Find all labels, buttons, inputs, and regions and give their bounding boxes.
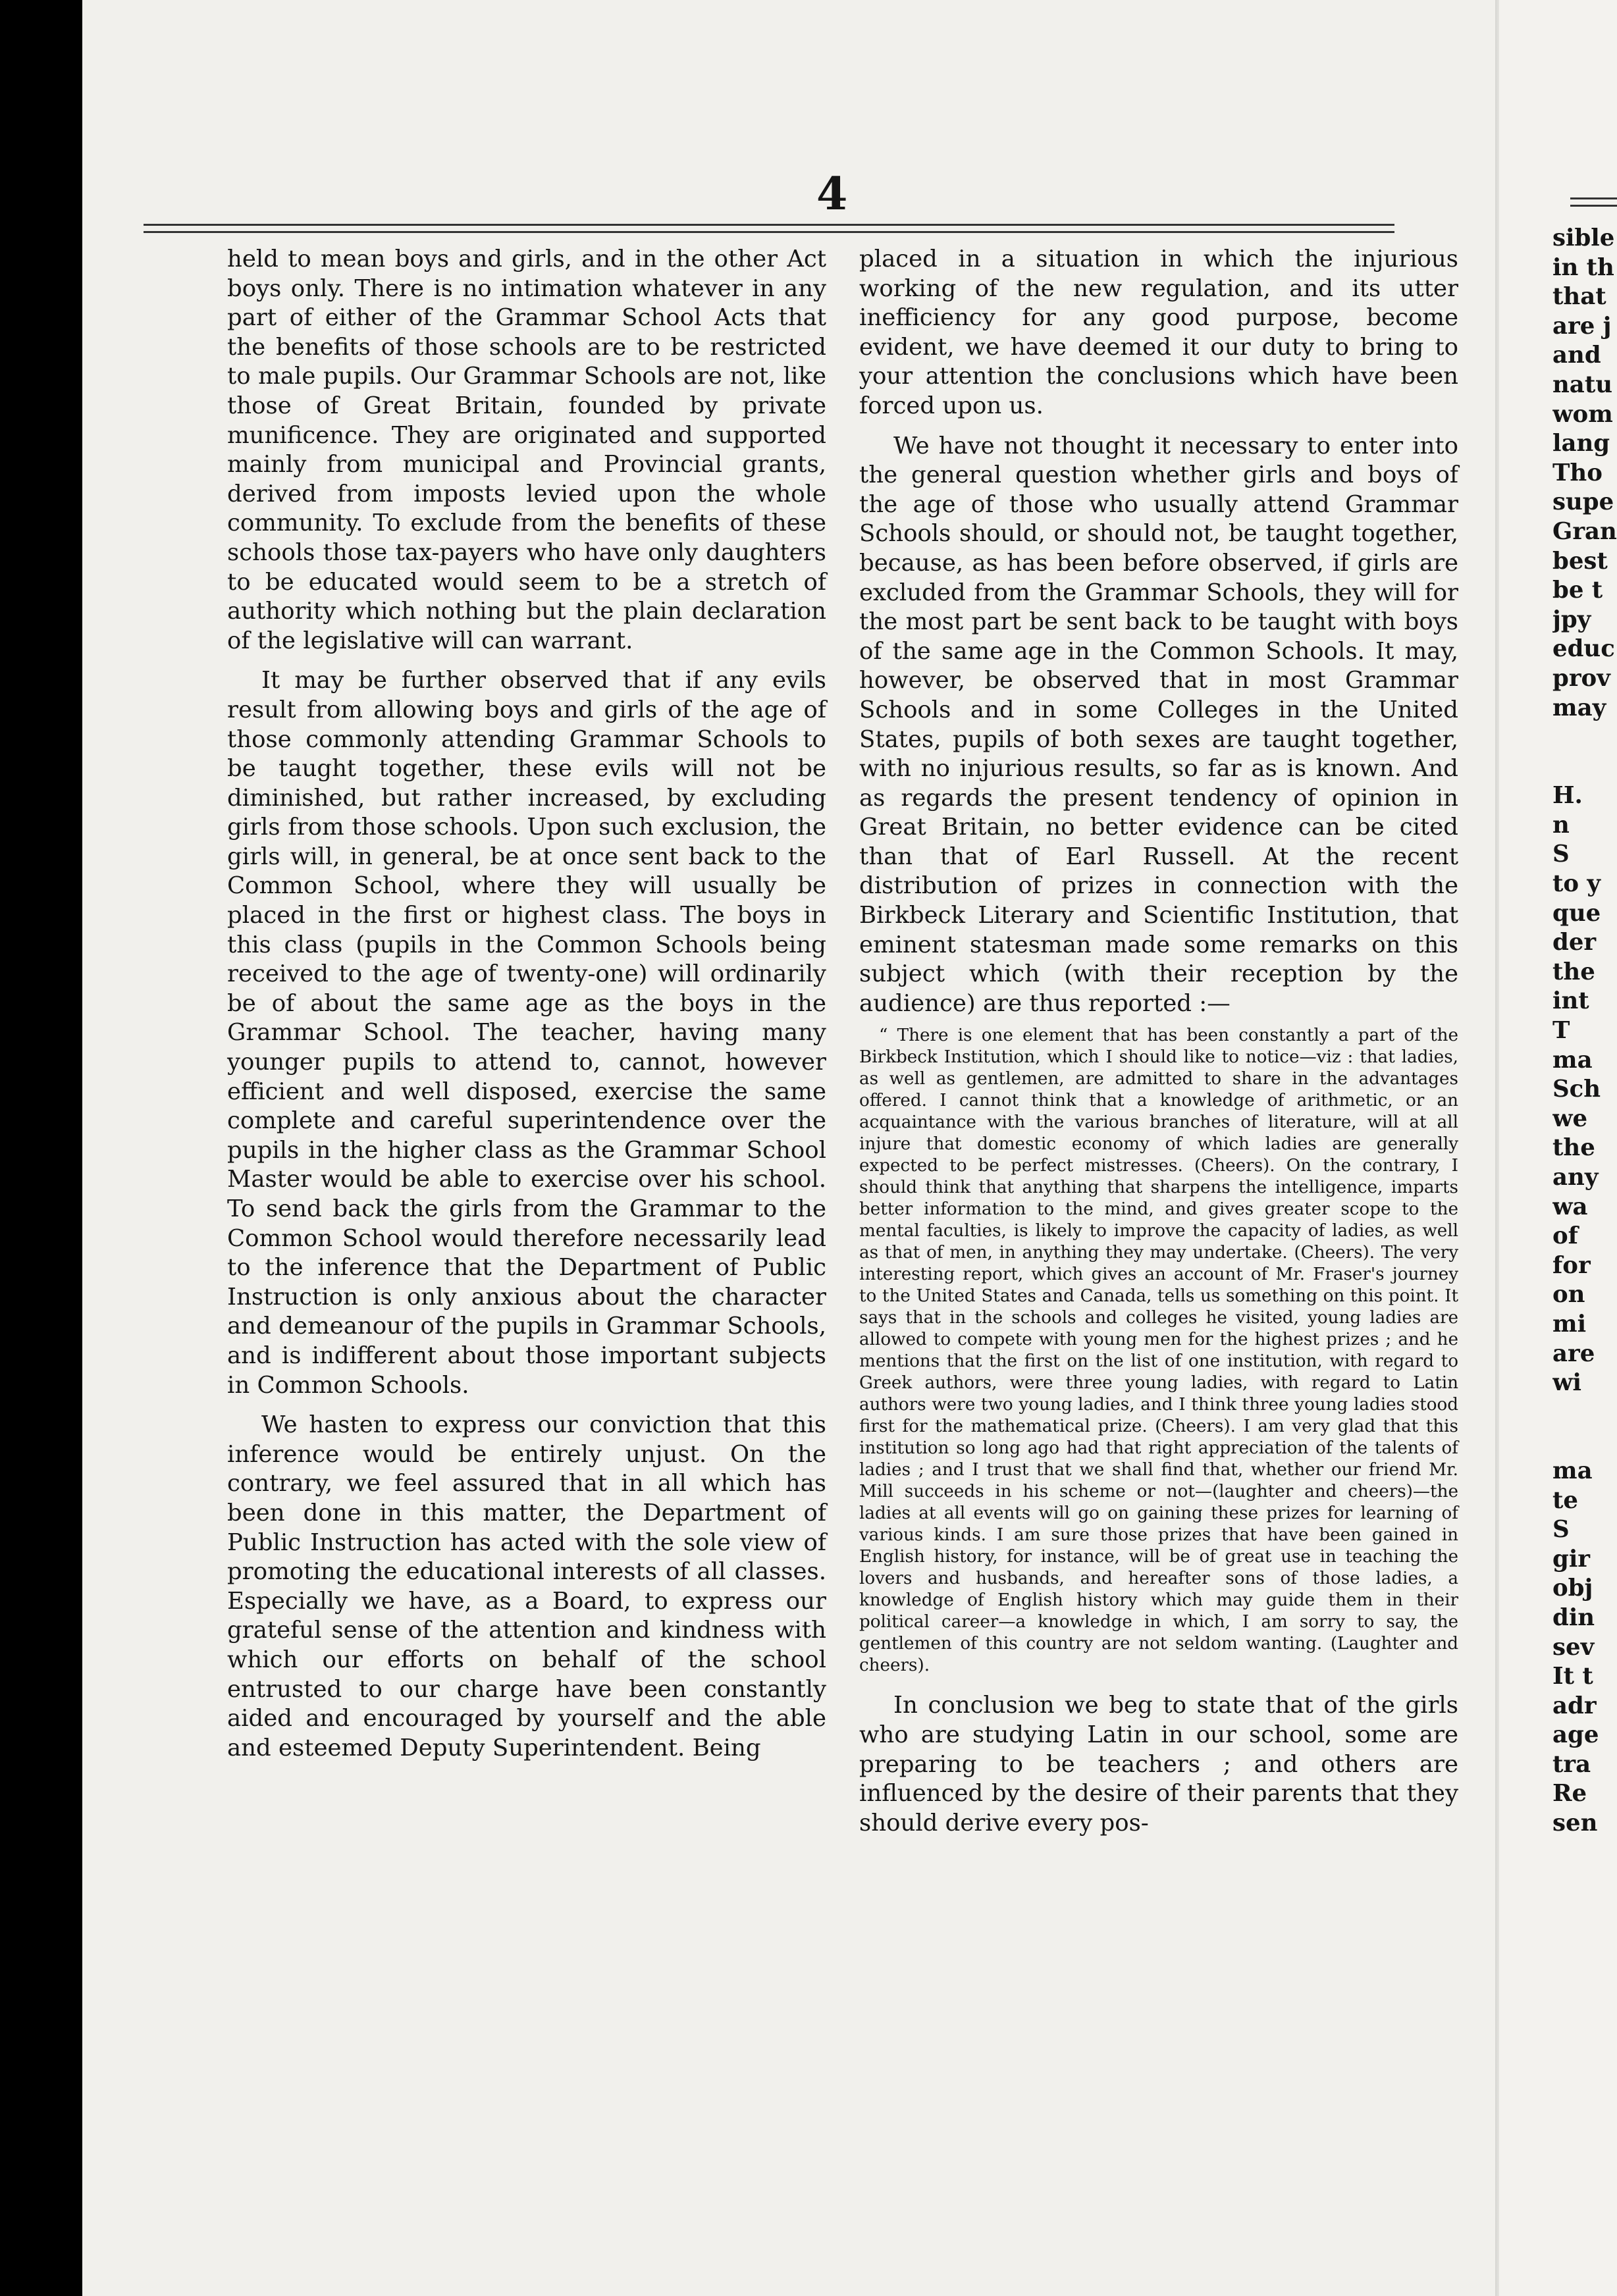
adjacent-page-fragment: ma bbox=[1552, 1457, 1593, 1484]
adjacent-page-fragment: ma bbox=[1552, 1046, 1593, 1074]
adjacent-page-fragment: supe bbox=[1552, 488, 1614, 516]
adjacent-page-fragment: wa bbox=[1552, 1193, 1588, 1220]
left-paragraph-2: It may be further observed that if any evils result from allowing boys and girls of the age of those commonly attending Grammar Schools to be taught together, these evils will not be diminished, but rather increased, by excluding girls from those schools. Upon such exclusion, the girls will, in general, be at once sent back to the Common School, where they will usually be placed in the first or highest class. The boys in this class (pupils in the Common Schools being received to the age of twenty-one) will ordinarily be of about the same age as the boys in the Grammar School. The teacher, having many younger pupils to attend to, cannot, however efficient and well disposed, exercise the same complete and careful superintendence over the pupils in the higher class as the Grammar School Master would be able to exercise over his school. To send back the girls from the Grammar to the Common School would therefore necessarily lead to the inference that the Department of Public Instruction is only anxious about the character and demeanour of the pupils in Grammar Schools, and is indifferent about those important subjects in Common Schools. bbox=[227, 667, 826, 1399]
left-paragraph-3: We hasten to express our conviction that this inference would be entirely unjust. On the contrary, we feel assured that in all which has been done in this matter, the Department of Public Instruction has acted with the sole view of promoting the educational interests of all classes. Especially we have, as a Board, to express our grateful sense of the attention and kindness with which our efforts on behalf of the school entrusted to our charge have been constantly aided and encouraged by yourself and the able and esteemed Deputy Superintendent. Being bbox=[227, 1411, 826, 1761]
adjacent-page-fragment bbox=[1552, 1398, 1617, 1428]
adjacent-page-fragment: that bbox=[1552, 283, 1606, 311]
adjacent-page-fragment: sen bbox=[1552, 1810, 1598, 1837]
adjacent-page-fragment: tra bbox=[1552, 1750, 1591, 1778]
adjacent-page-fragment: for bbox=[1552, 1251, 1591, 1279]
adjacent-page-fragment: It t bbox=[1552, 1663, 1593, 1690]
adjacent-page-fragment: Re bbox=[1552, 1780, 1587, 1808]
adjacent-page-fragment: Sch bbox=[1552, 1076, 1601, 1103]
adjacent-page-fragment: H. bbox=[1552, 782, 1583, 810]
left-paragraph-1: held to mean boys and girls, and in the other Act boys only. There is no intimation whatever in any part of either of the Grammar School Acts that the benefits of those schools are to be restricted to male pupils. Our Grammar Schools are not, like those of Great Britain, founded by private munificence. They are originated and supported mainly from municipal and Provincial grants, derived from imposts levied upon the whole community. To exclude from the benefits of these schools those tax-payers who have only daughters to be educated would seem to be a stretch of authority which nothing but the plain declaration of the legislative will can warrant. bbox=[227, 246, 826, 654]
right-paragraph-3: In conclusion we beg to state that of the girls who are studying Latin in our school, some are preparing to be teachers ; and others are influenced by the desire of their parents that they should derive every pos- bbox=[859, 1692, 1458, 1837]
adjacent-page-fragment: lang bbox=[1552, 430, 1610, 457]
adjacent-page-fragment: in th bbox=[1552, 253, 1614, 281]
page-number: 4 bbox=[816, 168, 848, 221]
adjacent-page-fragment: sible bbox=[1552, 224, 1615, 251]
right-column bbox=[859, 245, 1458, 1838]
adjacent-page-fragment: n bbox=[1552, 811, 1570, 839]
adjacent-page-fragment: mi bbox=[1552, 1310, 1587, 1338]
adjacent-page-fragment: natu bbox=[1552, 371, 1613, 398]
adjacent-page-fragment bbox=[1552, 752, 1617, 782]
adjacent-page-fragment: we bbox=[1552, 1105, 1588, 1132]
adjacent-page-rule bbox=[1570, 197, 1617, 207]
adjacent-page-fragment: age bbox=[1552, 1721, 1599, 1749]
adjacent-page-fragment: be t bbox=[1552, 577, 1603, 604]
adjacent-page-fragment: to y bbox=[1552, 870, 1601, 898]
adjacent-page-fragment: Tho bbox=[1552, 459, 1603, 486]
adjacent-page-fragment: sev bbox=[1552, 1633, 1595, 1661]
adjacent-page-fragment: the bbox=[1552, 958, 1595, 985]
adjacent-page-fragment: que bbox=[1552, 899, 1601, 927]
adjacent-page-fragment: T bbox=[1552, 1017, 1570, 1045]
adjacent-page-fragment: obj bbox=[1552, 1575, 1593, 1602]
adjacent-page-fragment: best bbox=[1552, 547, 1608, 575]
adjacent-page-fragment: Gran bbox=[1552, 517, 1617, 545]
adjacent-page-fragment: te bbox=[1552, 1486, 1578, 1514]
left-column bbox=[227, 245, 826, 1763]
right-paragraph-2: We have not thought it necessary to enter into the general question whether girls and boys of the age of those who usually attend Grammar Schools should, or should not, be taught together, because, as has been before observed, if girls are excluded from the Grammar Schools, they will for the most part be sent back to be taught with boys of the same age in the Common Schools. It may, however, be observed that in most Grammar Schools and in some Colleges in the United States, pupils of both sexes are taught together, with no injurious results, so far as is known. And as regards the present tendency of opinion in Great Britain, no better evidence can be cited than that of Earl Russell. At the recent distribution of prizes in connection with the Birkbeck Literary and Scientific Institution, that eminent statesman made some remarks on this subject which (with their reception by the audience) are thus reported :— bbox=[859, 432, 1458, 1017]
adjacent-page-fragment: the bbox=[1552, 1134, 1595, 1162]
adjacent-page-fragment: wom bbox=[1552, 400, 1613, 428]
adjacent-page-fragment: S bbox=[1552, 841, 1570, 868]
adjacent-page-fragment: S bbox=[1552, 1516, 1570, 1544]
right-paragraph-1: placed in a situation in which the injurious working of the new regulation, and its utter inefficiency for any good purpose, become evident, we have deemed it our duty to bring to your attention the conclusions which have been forced upon us. bbox=[859, 246, 1458, 419]
adjacent-page-fragment: on bbox=[1552, 1281, 1585, 1309]
adjacent-page-fragment: any bbox=[1552, 1164, 1599, 1191]
adjacent-page-fragment: are j bbox=[1552, 312, 1612, 340]
adjacent-page-column bbox=[1552, 224, 1617, 1839]
adjacent-page-fragment: gir bbox=[1552, 1545, 1591, 1573]
adjacent-page-fragment: adr bbox=[1552, 1692, 1597, 1719]
adjacent-page-fragment bbox=[1552, 723, 1617, 752]
earl-russell-quote: “ There is one element that has been constantly a part of the Birkbeck Institution, which I should like to notice—viz : that ladies, as well as gentlemen, are admitted to share in the advantages offered. I cannot think that a knowledge of arithmetic, or an acquaintance with the various branches of literature, will at all injure that domestic economy of which ladies are generally expected to be perfect mistresses. (Cheers). On the contrary, I should think that anything that sharpens the intelligence, imparts better information to the mind, and gives greater scope to the mental faculties, is likely to improve the capacity of ladies, as well as that of men, in anything they may undertake. (Cheers). The very interesting report, which gives an account of Mr. Fraser's journey to the United States and Canada, tells us something on this point. It says that in the schools and colleges he visited, young ladies are allowed to compete with young men for the highest prizes ; and he mentions that the first on the list of one institution, with regard to Greek authors, were three young ladies, with regard to Latin authors were two young ladies, and I think three young ladies stood first for the mathematical prize. (Cheers). I am very glad that this institution so long ago had that right appreciation of the talents of ladies ; and I trust that we shall find that, whether our friend Mr. Mill succeeds in his scheme or not—(laughter and cheers)—the ladies at all events will go on gaining these prizes for learning of various kinds. I am sure those prizes that have been gained in English history, for instance, will be of great use in teaching the lovers and husbands, and hereafter sons of those ladies, a knowledge of English history which may guide them in their political career—a knowledge in which, I am sorry to say, the gentlemen of this country are not seldom wanting. (Laughter and cheers). bbox=[859, 1026, 1458, 1676]
adjacent-page-fragment: and bbox=[1552, 342, 1601, 369]
adjacent-page-fragment: der bbox=[1552, 929, 1597, 956]
adjacent-page-fragment: wi bbox=[1552, 1369, 1582, 1397]
adjacent-page-fragment: educ bbox=[1552, 635, 1615, 663]
adjacent-page-fragment: of bbox=[1552, 1222, 1578, 1250]
adjacent-page-fragment: prov bbox=[1552, 664, 1610, 692]
adjacent-page-fragment: int bbox=[1552, 987, 1589, 1015]
adjacent-page-fragment: are bbox=[1552, 1340, 1595, 1367]
adjacent-page-fragment: din bbox=[1552, 1604, 1595, 1631]
adjacent-page-fragment: may bbox=[1552, 694, 1606, 721]
header-rule bbox=[144, 224, 1394, 233]
adjacent-page-fragment bbox=[1552, 1427, 1617, 1457]
adjacent-page-fragment: jpy bbox=[1552, 606, 1591, 633]
